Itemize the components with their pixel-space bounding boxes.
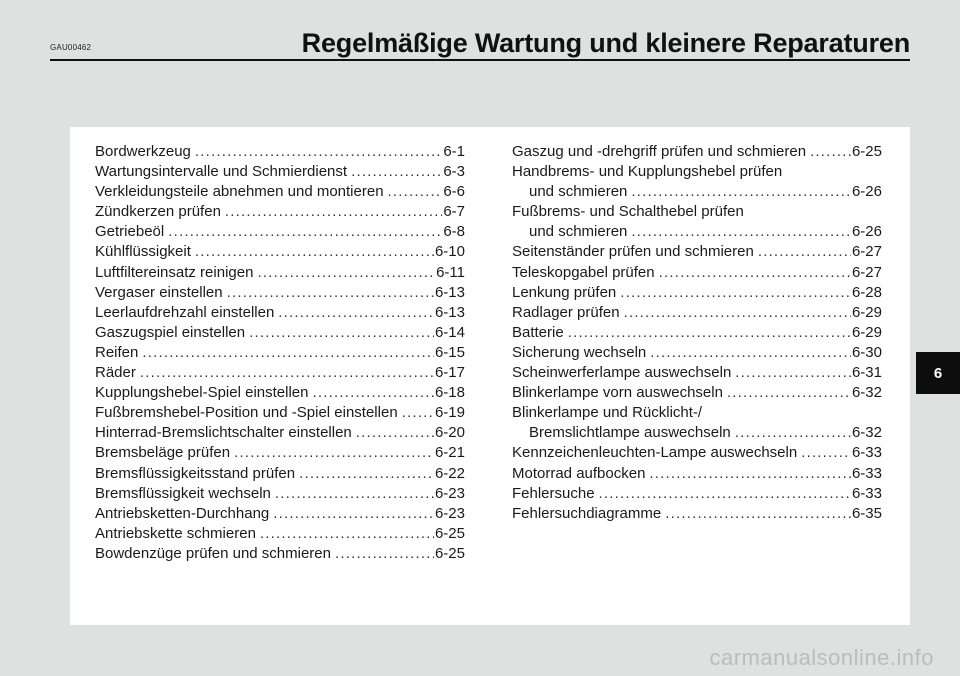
page-title: Regelmäßige Wartung und kleinere Reparaturen xyxy=(301,28,910,58)
toc-leader-dots xyxy=(649,464,851,484)
toc-entry-title: Scheinwerferlampe auswechseln xyxy=(512,364,732,382)
toc-entry-page: 6-25 xyxy=(434,524,465,542)
toc-entry[interactable] xyxy=(512,504,882,524)
toc-entry[interactable] xyxy=(512,283,882,303)
toc-entry-title: Bremslichtlampe auswechseln xyxy=(529,424,731,442)
toc-entry-page: 6-23 xyxy=(434,504,465,522)
toc-entry-page: 6-8 xyxy=(443,223,465,241)
toc-entry-title: und schmieren xyxy=(529,223,628,241)
toc-entry-title: Fehlersuchdiagramme xyxy=(512,504,662,522)
toc-entry-page: 6-33 xyxy=(851,464,882,482)
toc-entry-title: Blinkerlampe vorn auswechseln xyxy=(512,384,723,402)
watermark-text: carmanualsonline.info xyxy=(709,645,934,670)
toc-entry-page: 6-21 xyxy=(434,444,465,462)
toc-entry-title: Motorrad aufbocken xyxy=(512,464,646,482)
toc-entry-title: Antriebskette schmieren xyxy=(95,524,256,542)
toc-entry-title: Bowdenzüge prüfen und schmieren xyxy=(95,544,331,562)
toc-entry-page: 6-33 xyxy=(851,444,882,462)
toc-leader-dots xyxy=(260,524,434,544)
toc-entry[interactable] xyxy=(95,303,465,323)
toc-entry[interactable] xyxy=(95,323,465,343)
toc-entry[interactable] xyxy=(95,383,465,403)
toc-entry-title: Seitenständer prüfen und schmieren xyxy=(512,243,754,261)
toc-leader-dots xyxy=(249,323,434,343)
toc-leader-dots xyxy=(650,343,851,363)
toc-leader-dots xyxy=(140,363,434,383)
toc-entry-page: 6-25 xyxy=(434,544,465,562)
toc-entry-heading: Blinkerlampe und Rücklicht-/ xyxy=(512,404,703,422)
toc-leader-dots xyxy=(735,363,851,383)
toc-entry-page: 6-7 xyxy=(443,203,465,221)
toc-leader-dots xyxy=(234,443,434,463)
toc-entry-page: 6-31 xyxy=(851,364,882,382)
toc-entry[interactable] xyxy=(95,283,465,303)
toc-entry-page: 6-17 xyxy=(434,364,465,382)
toc-leader-dots xyxy=(273,504,434,524)
toc-leader-dots xyxy=(356,423,434,443)
toc-entry-page: 6-26 xyxy=(851,223,882,241)
toc-entry-title: Bremsbeläge prüfen xyxy=(95,444,231,462)
toc-entry-page: 6-13 xyxy=(434,283,465,301)
toc-entry-title: Kühlflüssigkeit xyxy=(95,243,191,261)
toc-entry-title: Bordwerkzeug xyxy=(95,143,191,160)
toc-entry-heading: Fußbrems- und Schalthebel prüfen xyxy=(512,203,744,221)
toc-entry[interactable] xyxy=(512,323,882,343)
toc-entry[interactable] xyxy=(95,242,465,262)
toc-entry-page: 6-25 xyxy=(851,143,882,160)
toc-entry[interactable] xyxy=(95,363,465,383)
toc-entry[interactable] xyxy=(512,464,882,484)
toc-entry[interactable] xyxy=(512,142,882,162)
toc-leader-dots xyxy=(351,162,442,182)
toc-entry-page: 6-23 xyxy=(434,484,465,502)
toc-entry[interactable] xyxy=(95,484,465,504)
toc-entry[interactable] xyxy=(95,464,465,484)
toc-entry-page: 6-13 xyxy=(434,303,465,321)
toc-entry-page: 6-33 xyxy=(851,484,882,502)
toc-leader-dots xyxy=(620,283,851,303)
toc-entry[interactable] xyxy=(512,343,882,363)
toc-entry[interactable] xyxy=(95,343,465,363)
toc-entry-title: Leerlaufdrehzahl einstellen xyxy=(95,303,275,321)
toc-entry-page: 6-32 xyxy=(851,424,882,442)
toc-entry[interactable] xyxy=(512,423,882,443)
toc-entry[interactable] xyxy=(512,484,882,504)
toc-entry[interactable] xyxy=(95,423,465,443)
toc-entry-heading: Handbrems- und Kupplungshebel prüfen xyxy=(512,163,783,181)
toc-leader-dots xyxy=(631,182,851,202)
toc-leader-dots xyxy=(225,202,442,222)
toc-entry-title: Sicherung wechseln xyxy=(512,343,647,361)
toc-entry-title: Fehlersuche xyxy=(512,484,595,502)
toc-leader-dots xyxy=(735,423,851,443)
toc-leader-dots xyxy=(599,484,851,504)
toc-leader-dots xyxy=(568,323,851,343)
toc-entry-title: Batterie xyxy=(512,323,564,341)
toc-entry-page: 6-30 xyxy=(851,343,882,361)
toc-entry[interactable] xyxy=(512,182,882,202)
toc-leader-dots xyxy=(195,142,442,162)
toc-leader-dots xyxy=(168,222,442,242)
toc-entry[interactable] xyxy=(95,162,465,182)
toc-leader-dots xyxy=(142,343,434,363)
toc-leader-dots xyxy=(631,222,851,242)
toc-entry[interactable] xyxy=(512,263,882,283)
toc-leader-dots xyxy=(624,303,851,323)
toc-entry-title: Bremsflüssigkeitsstand prüfen xyxy=(95,464,296,482)
toc-entry-page: 6-3 xyxy=(443,163,465,181)
toc-entry[interactable] xyxy=(95,222,465,242)
toc-entry[interactable] xyxy=(512,222,882,242)
toc-leader-dots xyxy=(659,263,851,283)
toc-entry-title: Antriebsketten-Durchhang xyxy=(95,504,270,522)
header-rule xyxy=(50,59,910,61)
toc-entry-page: 6-20 xyxy=(434,424,465,442)
toc-entry-title: Wartungsintervalle und Schmierdienst xyxy=(95,163,348,181)
toc-entry-title: Gaszugspiel einstellen xyxy=(95,323,246,341)
toc-entry-page: 6-29 xyxy=(851,323,882,341)
toc-right-column xyxy=(512,142,882,524)
page-header xyxy=(0,0,960,64)
toc-leader-dots xyxy=(195,242,434,262)
toc-entry-page: 6-19 xyxy=(434,404,465,422)
toc-entry-title: Getriebeöl xyxy=(95,223,165,241)
toc-leader-dots xyxy=(388,182,443,202)
toc-leader-dots xyxy=(727,383,851,403)
toc-entry-title: Räder xyxy=(95,364,136,382)
toc-leader-dots xyxy=(257,263,435,283)
toc-entry[interactable] xyxy=(95,504,465,524)
toc-entry-page: 6-14 xyxy=(434,323,465,341)
toc-leader-dots xyxy=(402,403,434,423)
toc-entry[interactable] xyxy=(95,182,465,202)
toc-entry-title: Reifen xyxy=(95,343,139,361)
toc-entry-title: Kupplungshebel-Spiel einstellen xyxy=(95,384,309,402)
toc-entry-page: 6-35 xyxy=(851,504,882,522)
toc-entry-title: Zündkerzen prüfen xyxy=(95,203,221,221)
toc-entry-page: 6-29 xyxy=(851,303,882,321)
toc-entry[interactable] xyxy=(95,403,465,423)
toc-left-column xyxy=(95,142,465,564)
toc-entry[interactable] xyxy=(512,383,882,403)
toc-entry-title: Vergaser einstellen xyxy=(95,283,223,301)
toc-leader-dots xyxy=(801,443,851,463)
toc-panel xyxy=(70,127,910,625)
toc-entry-title: Luftfiltereinsatz reinigen xyxy=(95,263,254,281)
toc-entry-page: 6-18 xyxy=(434,384,465,402)
toc-entry-page: 6-6 xyxy=(443,183,465,201)
toc-leader-dots xyxy=(758,242,851,262)
toc-entry[interactable] xyxy=(95,202,465,222)
toc-entry-page: 6-11 xyxy=(436,263,465,281)
toc-entry[interactable] xyxy=(95,263,465,283)
toc-entry[interactable] xyxy=(95,142,465,162)
document-code: GAU00462 xyxy=(50,43,92,52)
toc-entry-title: Gaszug und -drehgriff prüfen und schmieren xyxy=(512,143,807,160)
toc-entry-title: Verkleidungsteile abnehmen und montieren xyxy=(95,183,384,201)
toc-leader-dots xyxy=(278,303,434,323)
toc-entry-title: Kennzeichenleuchten-Lampe auswechseln xyxy=(512,444,798,462)
toc-entry-title: Lenkung prüfen xyxy=(512,283,617,301)
toc-leader-dots xyxy=(275,484,434,504)
toc-entry-title: Bremsflüssigkeit wechseln xyxy=(95,484,271,502)
chapter-tab[interactable]: 6 xyxy=(916,352,960,394)
toc-entry[interactable] xyxy=(95,443,465,463)
toc-leader-dots xyxy=(313,383,434,403)
toc-entry-title: und schmieren xyxy=(529,183,628,201)
toc-entry-page: 6-27 xyxy=(851,263,882,281)
toc-entry[interactable] xyxy=(512,303,882,323)
toc-entry-page: 6-26 xyxy=(851,183,882,201)
toc-entry-title: Teleskopgabel prüfen xyxy=(512,263,655,281)
toc-entry[interactable] xyxy=(95,524,465,544)
toc-entry-page: 6-22 xyxy=(434,464,465,482)
toc-entry[interactable] xyxy=(95,544,465,564)
toc-leader-dots xyxy=(227,283,434,303)
toc-entry-title: Fußbremshebel-Position und -Spiel einstellen xyxy=(95,404,398,422)
toc-leader-dots xyxy=(665,504,851,524)
toc-entry-page: 6-32 xyxy=(851,384,882,402)
toc-entry[interactable] xyxy=(512,443,882,463)
toc-entry-page: 6-10 xyxy=(434,243,465,261)
toc-entry-page: 6-1 xyxy=(443,143,465,160)
toc-entry[interactable] xyxy=(512,242,882,262)
toc-entry-title: Radlager prüfen xyxy=(512,303,620,321)
toc-entry[interactable] xyxy=(512,363,882,383)
toc-entry-page: 6-28 xyxy=(851,283,882,301)
toc-entry-page: 6-27 xyxy=(851,243,882,261)
toc-leader-dots xyxy=(810,142,851,162)
toc-leader-dots xyxy=(299,464,434,484)
toc-entry-title: Hinterrad-Bremslichtschalter einstellen xyxy=(95,424,352,442)
toc-leader-dots xyxy=(335,544,434,564)
toc-entry-page: 6-15 xyxy=(434,343,465,361)
